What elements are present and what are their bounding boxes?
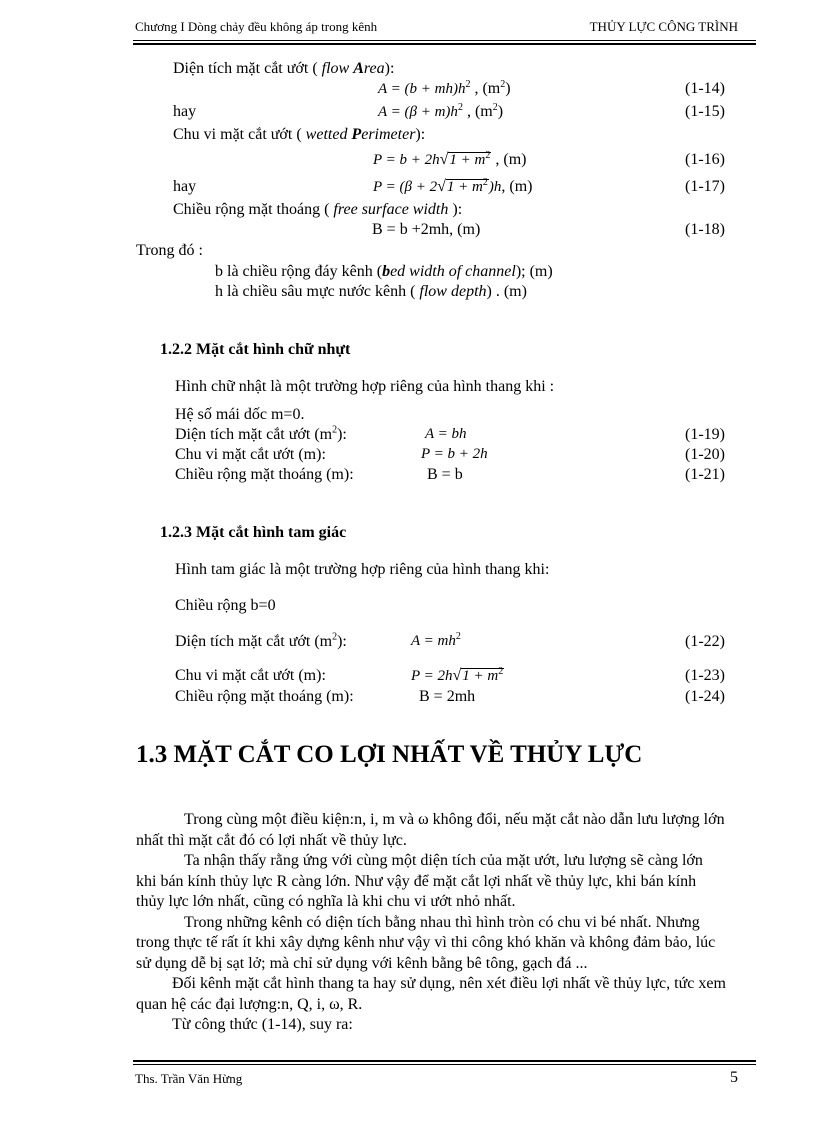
where-label: Trong đó : [136, 242, 203, 259]
perimeter-label: Chu vi mặt cắt ướt ( wetted Perimeter): [173, 126, 426, 143]
eq-number-1-17: (1-17) [685, 178, 725, 195]
area-label: Diện tích mặt cắt ướt ( flow Area): [173, 60, 395, 77]
equation-1-15: $A = (\beta + m)h^2$ , $(m^2)$ [378, 102, 504, 120]
equation-1-22: $A = mh^2$ [411, 631, 461, 649]
eq-number-1-20: (1-20) [685, 446, 725, 463]
header-book-title: THỦY LỰC CÔNG TRÌNH [589, 19, 738, 34]
footer-author: Ths. Trần Văn Hừng [135, 1071, 243, 1086]
equation-1-19: A = bh [425, 426, 467, 442]
definition-h: h là chiều sâu mực nước kênh ( flow depth) . (m) [215, 283, 527, 300]
equation-1-23: $P = 2h√1 + m^2$ [411, 666, 504, 684]
eq-number-1-18: (1-18) [685, 221, 725, 238]
triangle-intro: Hình tam giác là một trường hợp riêng của hình thang khi: [175, 561, 550, 578]
header-rule [133, 40, 756, 41]
hay-label: hay [173, 103, 197, 120]
header-rule-thick [133, 43, 756, 45]
slope-zero: Hệ số mái dốc m=0. [175, 406, 305, 423]
surface-width-label: Chiều rộng mặt thoáng ( free surface width ): [173, 201, 463, 218]
rect-perimeter-label: Chu vi mặt cắt ướt (m): [175, 446, 326, 463]
eq-number-1-19: (1-19) [685, 426, 725, 443]
page-number: 5 [730, 1069, 738, 1086]
rect-width-label: Chiều rộng mặt thoáng (m): [175, 466, 354, 483]
eq-number-1-24: (1-24) [685, 688, 725, 705]
paragraph-3: Trong những kênh có diện tích bằng nhau thì hình tròn có chu vi bé nhất. Nhưng trong thực tế rất ít khi xây dựng kênh như vậy vì thi công khó khăn và không đảm bảo, lúc sử dụng dễ bị sạt lở; mà chỉ sử dụng với kênh bằng bê tông, gạch đá ... [136, 913, 716, 972]
equation-1-21: B = b [427, 466, 463, 483]
equation-1-18: B = b +2mh, (m) [372, 221, 481, 238]
paragraph-1: Trong cùng một điều kiện:n, i, m và ω không đổi, nếu mặt cắt nào dẫn lưu lượng lớn nhất thì mặt cắt đó có lợi nhất về thủy lực. [136, 811, 725, 849]
eq-number-1-23: (1-23) [685, 667, 725, 684]
rect-area-label: Diện tích mặt cắt ướt $(m^2)$: [175, 424, 347, 443]
eq-number-1-22: (1-22) [685, 633, 725, 650]
eq-number-1-14: (1-14) [685, 80, 725, 97]
rectangle-intro: Hình chữ nhật là một trường hợp riêng của hình thang khi : [175, 378, 555, 395]
eq-number-1-15: (1-15) [685, 103, 725, 120]
section-1-2-2-title: 1.2.2 Mặt cắt hình chữ nhựt [160, 341, 351, 358]
eq-number-1-16: (1-16) [685, 151, 725, 168]
section-1-3-title: 1.3 MẶT CẮT CO LỢI NHẤT VỀ THỦY LỰC [136, 741, 643, 768]
eq-number-1-21: (1-21) [685, 466, 725, 483]
paragraph-5: Từ công thức (1-14), suy ra: [172, 1016, 353, 1033]
equation-1-17: $P = (\beta + 2√1 + m^2)h$, (m) [373, 177, 533, 195]
footer-rule-thick [133, 1060, 756, 1062]
header-chapter: Chương I Dòng chảy đều không áp trong kênh [135, 19, 378, 34]
section-1-2-3-title: 1.2.3 Mặt cắt hình tam giác [160, 524, 347, 541]
equation-1-16: $P = b + 2h√1 + m^2$ , (m) [373, 150, 527, 168]
equation-1-20: P = b + 2h [421, 446, 488, 462]
tri-perimeter-label: Chu vi mặt cắt ướt (m): [175, 667, 326, 684]
width-zero: Chiều rộng b=0 [175, 597, 276, 614]
equation-1-14: $A = (b + mh)h^2$ , $(m^2)$ [378, 79, 511, 97]
definition-b: b là chiều rộng đáy kênh (bed width of channel); (m) [215, 263, 553, 280]
hay-label-2: hay [173, 178, 197, 195]
paragraph-2: Ta nhận thấy rằng ứng với cùng một diện tích của mặt ướt, lưu lượng sẽ càng lớn khi bán kính thủy lực R càng lớn. Như vậy để mặt cắt lợi nhất về thủy lực, khi bán kính thủy lực lớn nhất, cũng có nghĩa là khi chu vi ướt nhỏ nhất. [136, 852, 703, 910]
footer-rule [133, 1064, 756, 1065]
tri-width-label: Chiều rộng mặt thoáng (m): [175, 688, 354, 705]
paragraph-4: Đối kênh mặt cắt hình thang ta hay sử dụng, nên xét điều lợi nhất về thủy lực, tức xem quan hệ các đại lượng:n, Q, i, ω, R. [136, 975, 726, 1013]
tri-area-label: Diện tích mặt cắt ướt $(m^2)$: [175, 631, 347, 650]
equation-1-24: B = 2mh [419, 688, 476, 705]
